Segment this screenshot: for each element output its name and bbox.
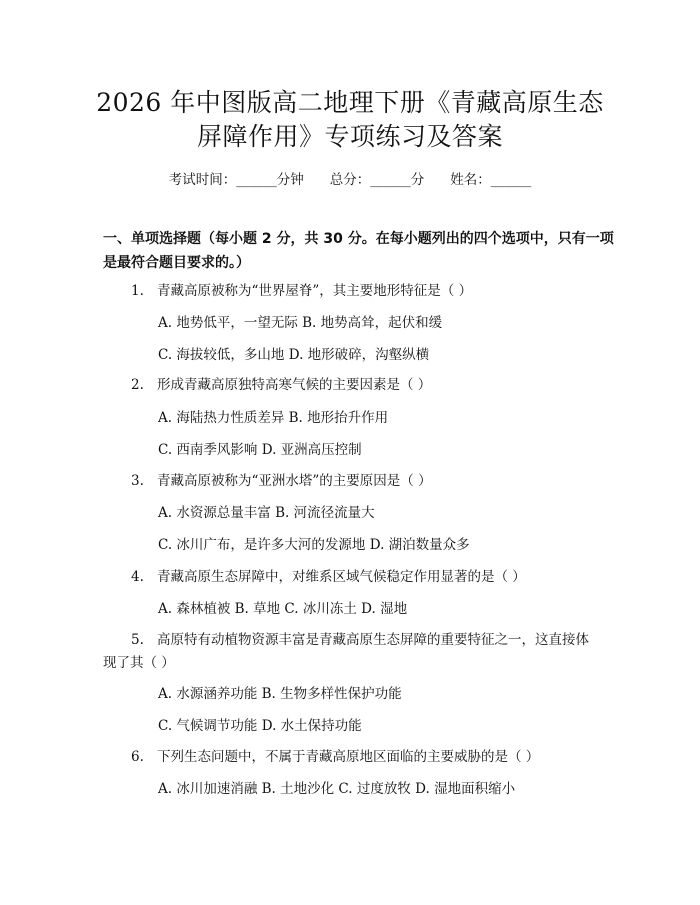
- question-number: 4.: [131, 569, 144, 585]
- question-number: 3.: [131, 473, 144, 489]
- question-number: 2.: [131, 377, 144, 393]
- question-number: 5.: [131, 632, 144, 648]
- question-2-options-2: C. 西南季风影响 D. 亚洲高压控制: [158, 442, 362, 458]
- question-2: [131, 373, 431, 397]
- section-heading-line-1: 一、单项选择题（每小题 2 分，共 30 分。在每小题列出的四个选项中，只有一项: [103, 231, 614, 247]
- exam-time-field: 考试时间：______分钟: [168, 172, 304, 188]
- student-name-field: 姓名：______: [450, 172, 532, 188]
- question-1-options-2: C. 海拔较低，多山地 D. 地形破碎，沟壑纵横: [158, 347, 430, 363]
- question-3-options-1: A. 水资源总量丰富 B. 河流径流量大: [158, 505, 375, 521]
- question-number: 1.: [131, 283, 144, 299]
- question-4: [131, 565, 526, 589]
- question-2-options-1: A. 海陆热力性质差异 B. 地形抬升作用: [158, 410, 389, 426]
- question-text: 青藏高原生态屏障中，对维系区域气候稳定作用显著的是（ ）: [157, 569, 526, 585]
- question-6-options-1: A. 冰川加速消融 B. 土地沙化 C. 过度放牧 D. 湿地面积缩小: [158, 781, 516, 797]
- question-3-options-2: C. 冰川广布，是许多大河的发源地 D. 湖泊数量众多: [158, 537, 470, 553]
- question-text: 下列生态问题中，不属于青藏高原地区面临的主要威胁的是（ ）: [157, 749, 540, 765]
- exam-meta: [0, 168, 700, 188]
- question-text-line-2: 现了其（ ）: [103, 655, 175, 671]
- question-6: [131, 745, 539, 769]
- title-line-2: 屏障作用》专项练习及答案: [196, 122, 503, 151]
- total-score-field: 总分：______分: [329, 172, 425, 188]
- question-5-options-1: A. 水源涵养功能 B. 生物多样性保护功能: [158, 686, 402, 702]
- question-1-options-1: A. 地势低平，一望无际 B. 地势高耸，起伏和缓: [158, 315, 443, 331]
- section-heading: [103, 227, 623, 275]
- question-number: 6.: [131, 749, 144, 765]
- title-line-1: 2026 年中图版高二地理下册《青藏高原生态: [96, 88, 604, 117]
- question-3: [131, 469, 432, 493]
- question-5-continued: [103, 651, 175, 675]
- question-4-options-1: A. 森林植被 B. 草地 C. 冰川冻土 D. 湿地: [158, 601, 408, 617]
- question-text: 形成青藏高原独特高寒气候的主要因素是（ ）: [157, 377, 432, 393]
- document-title: [60, 86, 640, 154]
- question-text-line-1: 高原特有动植物资源丰富是青藏高原生态屏障的重要特征之一，这直接体: [157, 632, 589, 648]
- question-1: [131, 279, 472, 303]
- question-5: [131, 628, 589, 652]
- section-heading-line-2: 是最符合题目要求的。）: [103, 255, 250, 271]
- question-text: 青藏高原被称为“世界屋脊”，其主要地形特征是（ ）: [157, 283, 473, 299]
- question-5-options-2: C. 气候调节功能 D. 水土保持功能: [158, 718, 362, 734]
- question-text: 青藏高原被称为“亚洲水塔”的主要原因是（ ）: [157, 473, 432, 489]
